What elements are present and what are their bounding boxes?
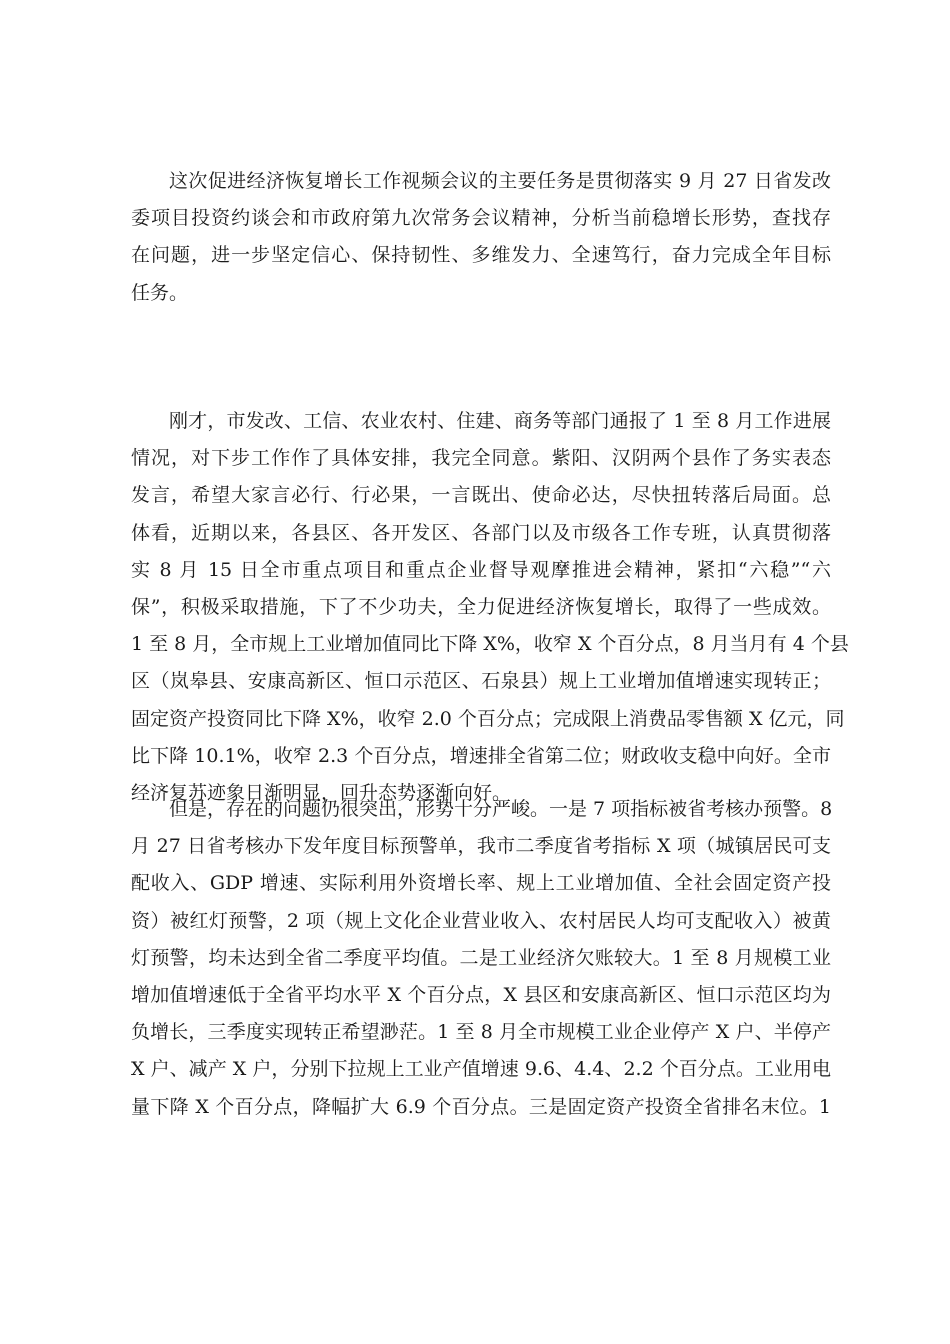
paragraph-line: 刚才，市发改、工信、农业农村、住建、商务等部门通报了 1 至 8 月工作进展 xyxy=(169,410,831,432)
paragraph-line: 情况，对下步工作作了具体安排，我完全同意。紫阳、汉阴两个县作了务实表态 xyxy=(131,447,831,470)
paragraph-line: 委项目投资约谈会和市政府第九次常务会议精神，分析当前稳增长形势，查找存 xyxy=(131,207,831,230)
paragraph-line: 体看，近期以来，各县区、各开发区、各部门以及市级各工作专班，认真贯彻落 xyxy=(131,521,831,544)
paragraph-line: 资）被红灯预警，2 项（规上文化企业营业收入、农村居民人均可支配收入）被黄 xyxy=(131,909,831,932)
paragraph-line: 配收入、GDP 增速、实际利用外资增长率、规上工业增加值、全社会固定资产投 xyxy=(131,872,831,895)
paragraph-line: 保”，积极采取措施，下了不少功夫，全力促进经济恢复增长，取得了一些成效。 xyxy=(131,595,831,618)
paragraph-line: 灯预警，均未达到全省二季度平均值。二是工业经济欠账较大。1 至 8 月规模工业 xyxy=(131,946,831,969)
paragraph-line: 量下降 X 个百分点，降幅扩大 6.9 个百分点。三是固定资产投资全省排名末位。1 xyxy=(131,1095,831,1118)
paragraph-line: 1 至 8 月，全市规上工业增加值同比下降 X%，收窄 X 个百分点，8 月当月有 4 个县 xyxy=(131,633,849,656)
paragraph-line: 固定资产投资同比下降 X%，收窄 2.0 个百分点；完成限上消费品零售额 X 亿元，同 xyxy=(131,707,845,730)
paragraph-line: 增加值增速低于全省平均水平 X 个百分点，X 县区和安康高新区、恒口示范区均为 xyxy=(131,983,831,1006)
paragraph-line: 在问题，进一步坚定信心、保持韧性、多维发力、全速笃行，奋力完成全年目标 xyxy=(131,244,831,267)
paragraph-line: 月 27 日省考核办下发年度目标预警单，我市二季度省考指标 X 项（城镇居民可支 xyxy=(131,835,831,858)
paragraph-line: 区（岚皋县、安康高新区、恒口示范区、石泉县）规上工业增加值增速实现转正； xyxy=(131,670,831,693)
paragraph-line: 实 8 月 15 日全市重点项目和重点企业督导观摩推进会精神，紧扣“六稳”“六 xyxy=(131,558,831,581)
paragraph-1 xyxy=(131,163,831,312)
paragraph-line: 但是，存在的问题仍很突出，形势十分严峻。一是 7 项指标被省考核办预警。8 xyxy=(169,798,833,820)
paragraph-line: 比下降 10.1%，收窄 2.3 个百分点，增速排全省第二位；财政收支稳中向好。全市 xyxy=(131,744,831,767)
paragraph-line: 发言，希望大家言必行、行必果，一言既出、使命必达，尽快扭转落后局面。总 xyxy=(131,484,831,507)
paragraph-line: X 户、减产 X 户，分别下拉规上工业产值增速 9.6、4.4、2.2 个百分点。工业用电 xyxy=(131,1058,831,1081)
paragraph-line: 这次促进经济恢复增长工作视频会议的主要任务是贯彻落实 9 月 27 日省发改 xyxy=(169,170,831,192)
paragraph-2 xyxy=(131,403,849,812)
paragraph-line: 负增长，三季度实现转正希望渺茫。1 至 8 月全市规模工业企业停产 X 户、半停产 xyxy=(131,1021,831,1044)
paragraph-3 xyxy=(131,791,831,1126)
paragraph-line: 任务。 xyxy=(131,281,189,304)
paragraph-line: 经济复苏迹象日渐明显，回升态势逐渐向好。 xyxy=(131,781,512,804)
